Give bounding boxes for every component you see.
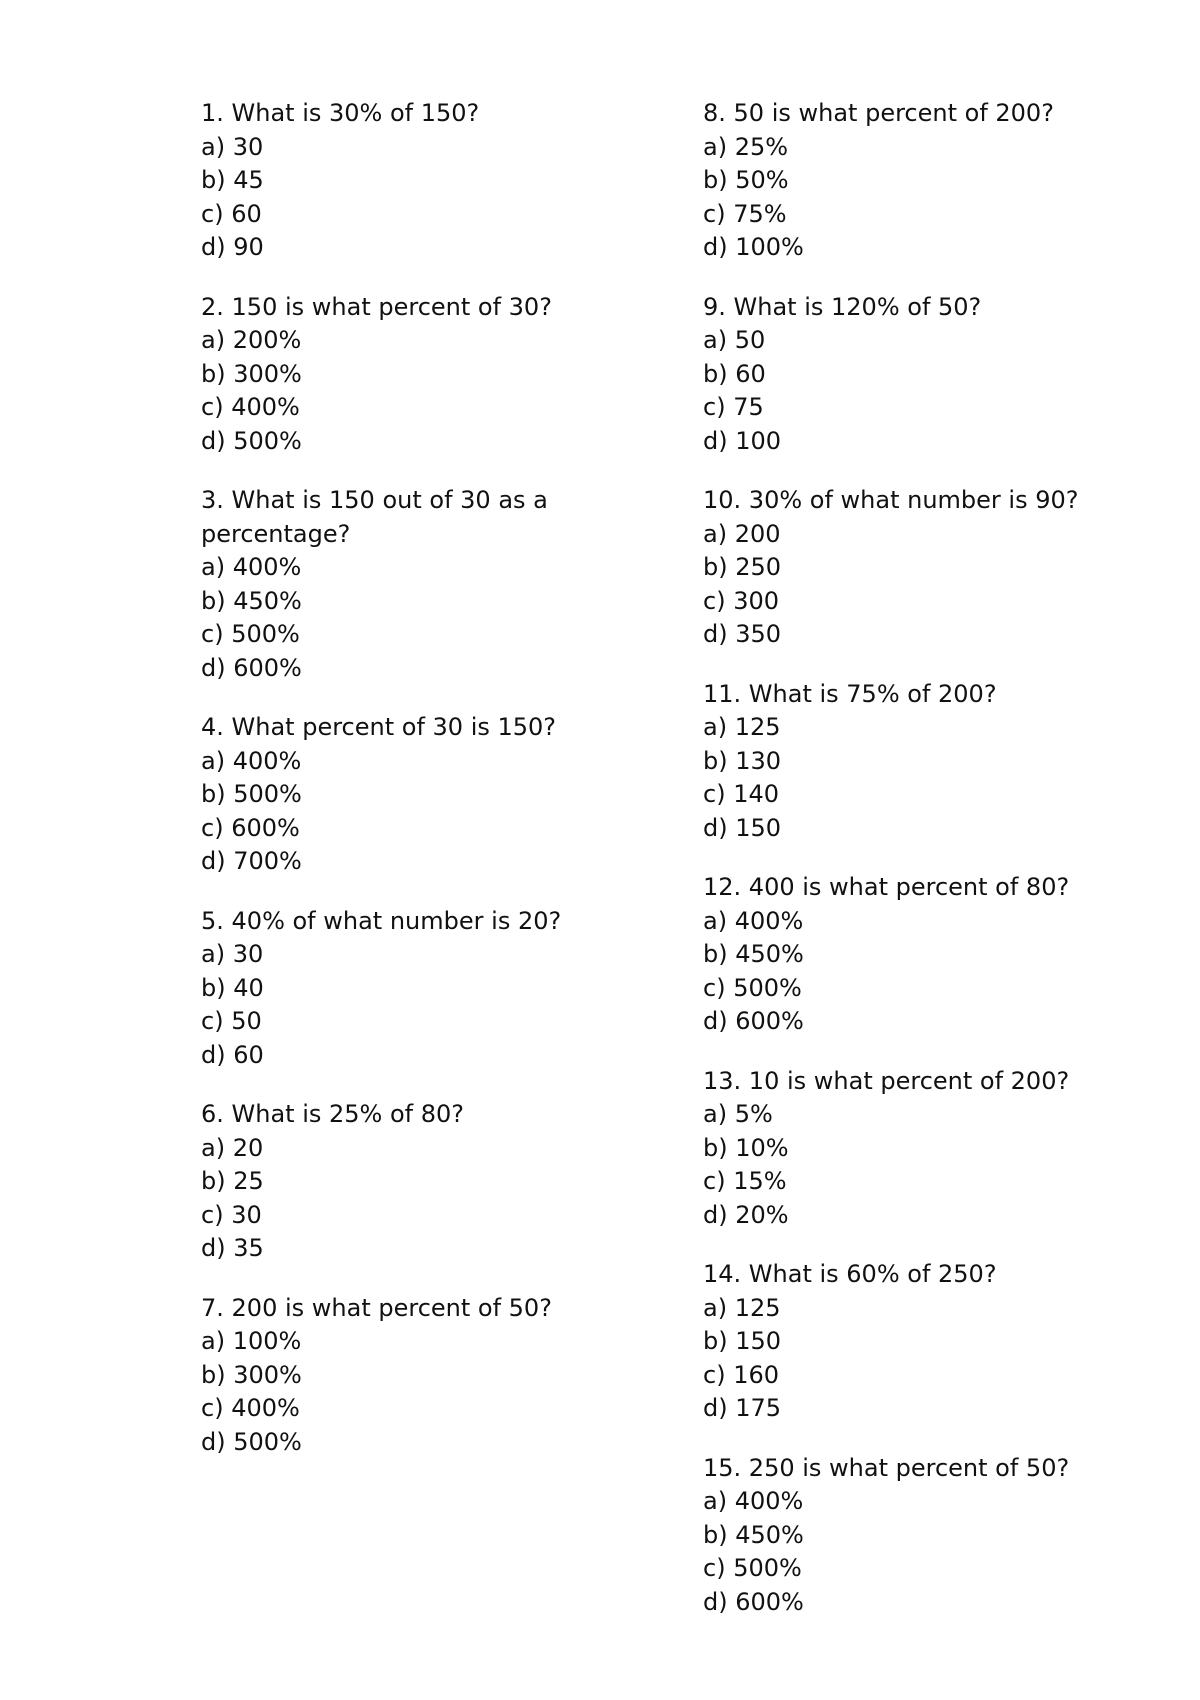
question-block bbox=[703, 678, 1123, 846]
answer-option: d) 35 bbox=[201, 1234, 264, 1262]
answer-option: a) 125 bbox=[703, 1293, 781, 1322]
answer-option: d) 20% bbox=[703, 1200, 789, 1229]
answer-option: b) 40 bbox=[201, 973, 264, 1002]
answer-option: a) 200% bbox=[201, 326, 302, 354]
answer-option: d) 700% bbox=[201, 847, 302, 875]
question-block bbox=[201, 291, 601, 459]
answer-option: b) 10% bbox=[703, 1133, 789, 1162]
answer-option: a) 25% bbox=[703, 132, 789, 161]
answer-option: c) 50 bbox=[201, 1007, 262, 1035]
answer-option: b) 500% bbox=[201, 780, 302, 808]
answer-option: b) 150 bbox=[703, 1327, 782, 1355]
answer-option: d) 600% bbox=[201, 653, 302, 682]
right-column bbox=[703, 97, 1123, 1645]
answer-option: a) 400% bbox=[201, 553, 302, 581]
answer-option: c) 500% bbox=[201, 620, 300, 648]
question-block bbox=[703, 484, 1123, 652]
question-text: 12. 400 is what percent of 80? bbox=[703, 873, 1070, 901]
answer-option: a) 30 bbox=[201, 940, 264, 968]
answer-option: a) 20 bbox=[201, 1133, 264, 1162]
question-text: 8. 50 is what percent of 200? bbox=[703, 99, 1054, 127]
question-text: 9. What is 120% of 50? bbox=[703, 292, 982, 321]
answer-option: d) 100% bbox=[703, 233, 804, 261]
answer-option: b) 25 bbox=[201, 1167, 264, 1195]
answer-option: d) 500% bbox=[201, 426, 302, 455]
question-block bbox=[201, 1098, 601, 1266]
question-text: 15. 250 is what percent of 50? bbox=[703, 1453, 1070, 1482]
answer-option: b) 300% bbox=[201, 1360, 302, 1389]
answer-option: c) 600% bbox=[201, 813, 300, 842]
answer-option: a) 400% bbox=[703, 906, 804, 935]
answer-option: c) 15% bbox=[703, 1167, 787, 1195]
answer-option: c) 60 bbox=[201, 199, 262, 228]
question-block bbox=[703, 871, 1123, 1039]
answer-option: c) 30 bbox=[201, 1200, 262, 1229]
question-text: 14. What is 60% of 250? bbox=[703, 1260, 997, 1288]
answer-option: a) 30 bbox=[201, 132, 264, 161]
answer-option: d) 175 bbox=[703, 1394, 782, 1422]
question-text: 13. 10 is what percent of 200? bbox=[703, 1066, 1070, 1095]
answer-option: b) 450% bbox=[703, 1520, 804, 1549]
question-block bbox=[703, 97, 1123, 265]
question-text: 10. 30% of what number is 90? bbox=[703, 486, 1079, 514]
answer-option: a) 5% bbox=[703, 1100, 773, 1128]
question-text: 5. 40% of what number is 20? bbox=[201, 906, 562, 935]
question-text: 2. 150 is what percent of 30? bbox=[201, 292, 552, 321]
answer-option: c) 140 bbox=[703, 780, 779, 808]
question-block bbox=[201, 484, 601, 685]
question-block bbox=[703, 291, 1123, 459]
answer-option: c) 300 bbox=[703, 586, 779, 615]
answer-option: b) 450% bbox=[703, 940, 804, 968]
answer-option: d) 350 bbox=[703, 620, 782, 648]
answer-option: c) 75 bbox=[703, 393, 764, 421]
answer-option: d) 100 bbox=[703, 426, 782, 455]
answer-option: c) 500% bbox=[703, 1554, 802, 1582]
question-block bbox=[703, 1258, 1123, 1426]
answer-option: d) 150 bbox=[703, 813, 782, 842]
answer-option: b) 45 bbox=[201, 166, 264, 194]
answer-option: b) 60 bbox=[703, 359, 766, 388]
question-block bbox=[201, 97, 601, 265]
left-column bbox=[201, 97, 601, 1485]
answer-option: d) 60 bbox=[201, 1040, 264, 1069]
question-text: 3. What is 150 out of 30 as a percentage? bbox=[201, 486, 548, 548]
answer-option: a) 400% bbox=[703, 1487, 804, 1515]
answer-option: b) 450% bbox=[201, 586, 302, 615]
answer-option: d) 90 bbox=[201, 233, 264, 261]
question-text: 7. 200 is what percent of 50? bbox=[201, 1293, 552, 1322]
question-text: 1. What is 30% of 150? bbox=[201, 99, 480, 127]
question-block bbox=[703, 1452, 1123, 1620]
question-block bbox=[201, 905, 601, 1073]
answer-option: b) 250 bbox=[703, 553, 782, 581]
question-text: 4. What percent of 30 is 150? bbox=[201, 713, 557, 741]
question-block bbox=[703, 1065, 1123, 1233]
answer-option: c) 160 bbox=[703, 1360, 779, 1389]
answer-option: a) 50 bbox=[703, 326, 766, 354]
question-text: 6. What is 25% of 80? bbox=[201, 1100, 465, 1128]
question-block bbox=[201, 711, 601, 879]
question-text: 11. What is 75% of 200? bbox=[703, 679, 997, 708]
answer-option: a) 125 bbox=[703, 713, 781, 741]
answer-option: b) 130 bbox=[703, 746, 782, 775]
answer-option: d) 500% bbox=[201, 1427, 302, 1456]
question-block bbox=[201, 1292, 601, 1460]
answer-option: c) 500% bbox=[703, 973, 802, 1002]
answer-option: a) 400% bbox=[201, 746, 302, 775]
answer-option: b) 50% bbox=[703, 166, 789, 194]
answer-option: c) 400% bbox=[201, 393, 300, 421]
answer-option: d) 600% bbox=[703, 1007, 804, 1035]
answer-option: a) 100% bbox=[201, 1327, 302, 1355]
answer-option: c) 75% bbox=[703, 199, 787, 228]
answer-option: b) 300% bbox=[201, 359, 302, 388]
answer-option: a) 200 bbox=[703, 519, 781, 548]
answer-option: d) 600% bbox=[703, 1587, 804, 1616]
answer-option: c) 400% bbox=[201, 1394, 300, 1422]
